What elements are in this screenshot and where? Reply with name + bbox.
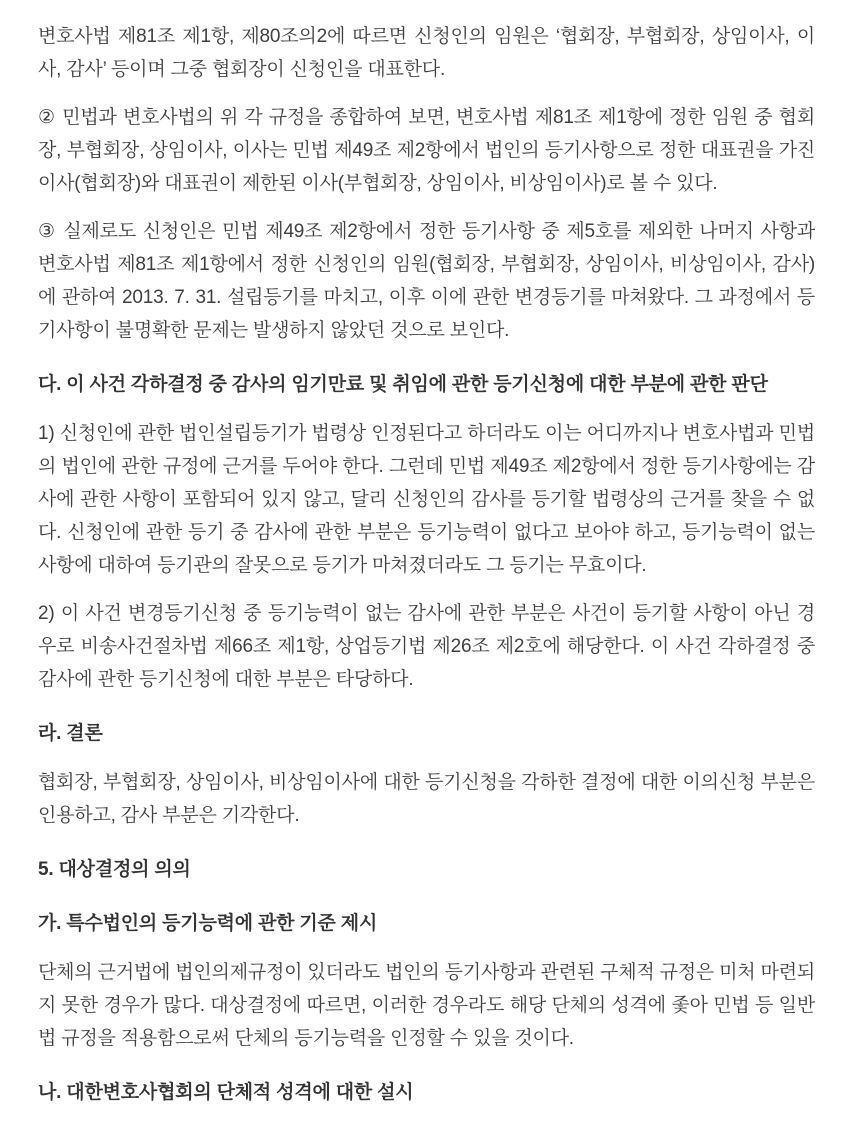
section-heading: 나. 대한변호사협회의 단체적 성격에 대한 설시 xyxy=(38,1082,414,1103)
paragraph: 단체의 근거법에 법인의제규정이 있더라도 법인의 등기사항과 관련된 구체적 규정은 미처 마련되지 못한 경우가 많다. 대상결정에 따르면, 이러한 경우라도 해당 단체의 성격에 좇아 민법 등 일반법 규정을 적용함으로써 단체의 등기능력을 인정할 수 있을 것이다. xyxy=(38,962,815,1049)
section-heading: 다. 이 사건 각하결정 중 감사의 임기만료 및 취임에 관한 등기신청에 대한 부분에 관한 판단 xyxy=(38,374,768,395)
paragraph: 2) 이 사건 변경등기신청 중 등기능력이 없는 감사에 관한 부분은 사건이 등기할 사항이 아닌 경우로 비송사건절차법 제66조 제1항, 상업등기법 제26조 제2호에 해당한다. 이 사건 각하결정 중 감사에 관한 등기신청에 대한 부분은 타당하다. xyxy=(38,603,815,690)
paragraph: 변호사법 제81조 제1항, 제80조의2에 따르면 신청인의 임원은 ‘협회장, 부협회장, 상임이사, 이사, 감사’ 등이며 그중 협회장이 신청인을 대표한다. xyxy=(38,26,815,80)
section-heading: 5. 대상결정의 의의 xyxy=(38,859,191,880)
section-heading: 라. 결론 xyxy=(38,723,103,744)
paragraph: 1) 신청인에 관한 법인설립등기가 법령상 인정된다고 하더라도 이는 어디까지나 변호사법과 민법의 법인에 관한 규정에 근거를 두어야 한다. 그런데 민법 제49조 제2항에서 정한 등기사항에는 감사에 관한 사항이 포함되어 있지 않고, 달리 신청인의 감사를 등기할 법령상의 근거를 찾을 수 없다. 신청인에 관한 등기 중 감사에 관한 부분은 등기능력이 없다고 보아야 하고, 등기능력이 없는 사항에 대하여 등기관의 잘못으로 등기가 마쳐졌더라도 그 등기는 무효이다. xyxy=(38,423,815,576)
paragraph: 협회장, 부협회장, 상임이사, 비상임이사에 대한 등기신청을 각하한 결정에 대한 이의신청 부분은 인용하고, 감사 부분은 기각한다. xyxy=(38,772,815,826)
paragraph: ③ 실제로도 신청인은 민법 제49조 제2항에서 정한 등기사항 중 제5호를 제외한 나머지 사항과 변호사법 제81조 제1항에서 정한 신청인의 임원(협회장, 부협회장, 상임이사, 비상임이사, 감사)에 관하여 2013. 7. 31. 설립등기를 마치고, 이후 이에 관한 변경등기를 마쳐왔다. 그 과정에서 등기사항이 불명확한 문제는 발생하지 않았던 것으로 보인다. xyxy=(38,221,815,341)
paragraph: ② 민법과 변호사법의 위 각 규정을 종합하여 보면, 변호사법 제81조 제1항에 정한 임원 중 협회장, 부협회장, 상임이사, 이사는 민법 제49조 제2항에서 법인의 등기사항으로 정한 대표권을 가진 이사(협회장)와 대표권이 제한된 이사(부협회장, 상임이사, 비상임이사)로 볼 수 있다. xyxy=(38,107,815,194)
section-heading: 가. 특수법인의 등기능력에 관한 기준 제시 xyxy=(38,913,378,934)
